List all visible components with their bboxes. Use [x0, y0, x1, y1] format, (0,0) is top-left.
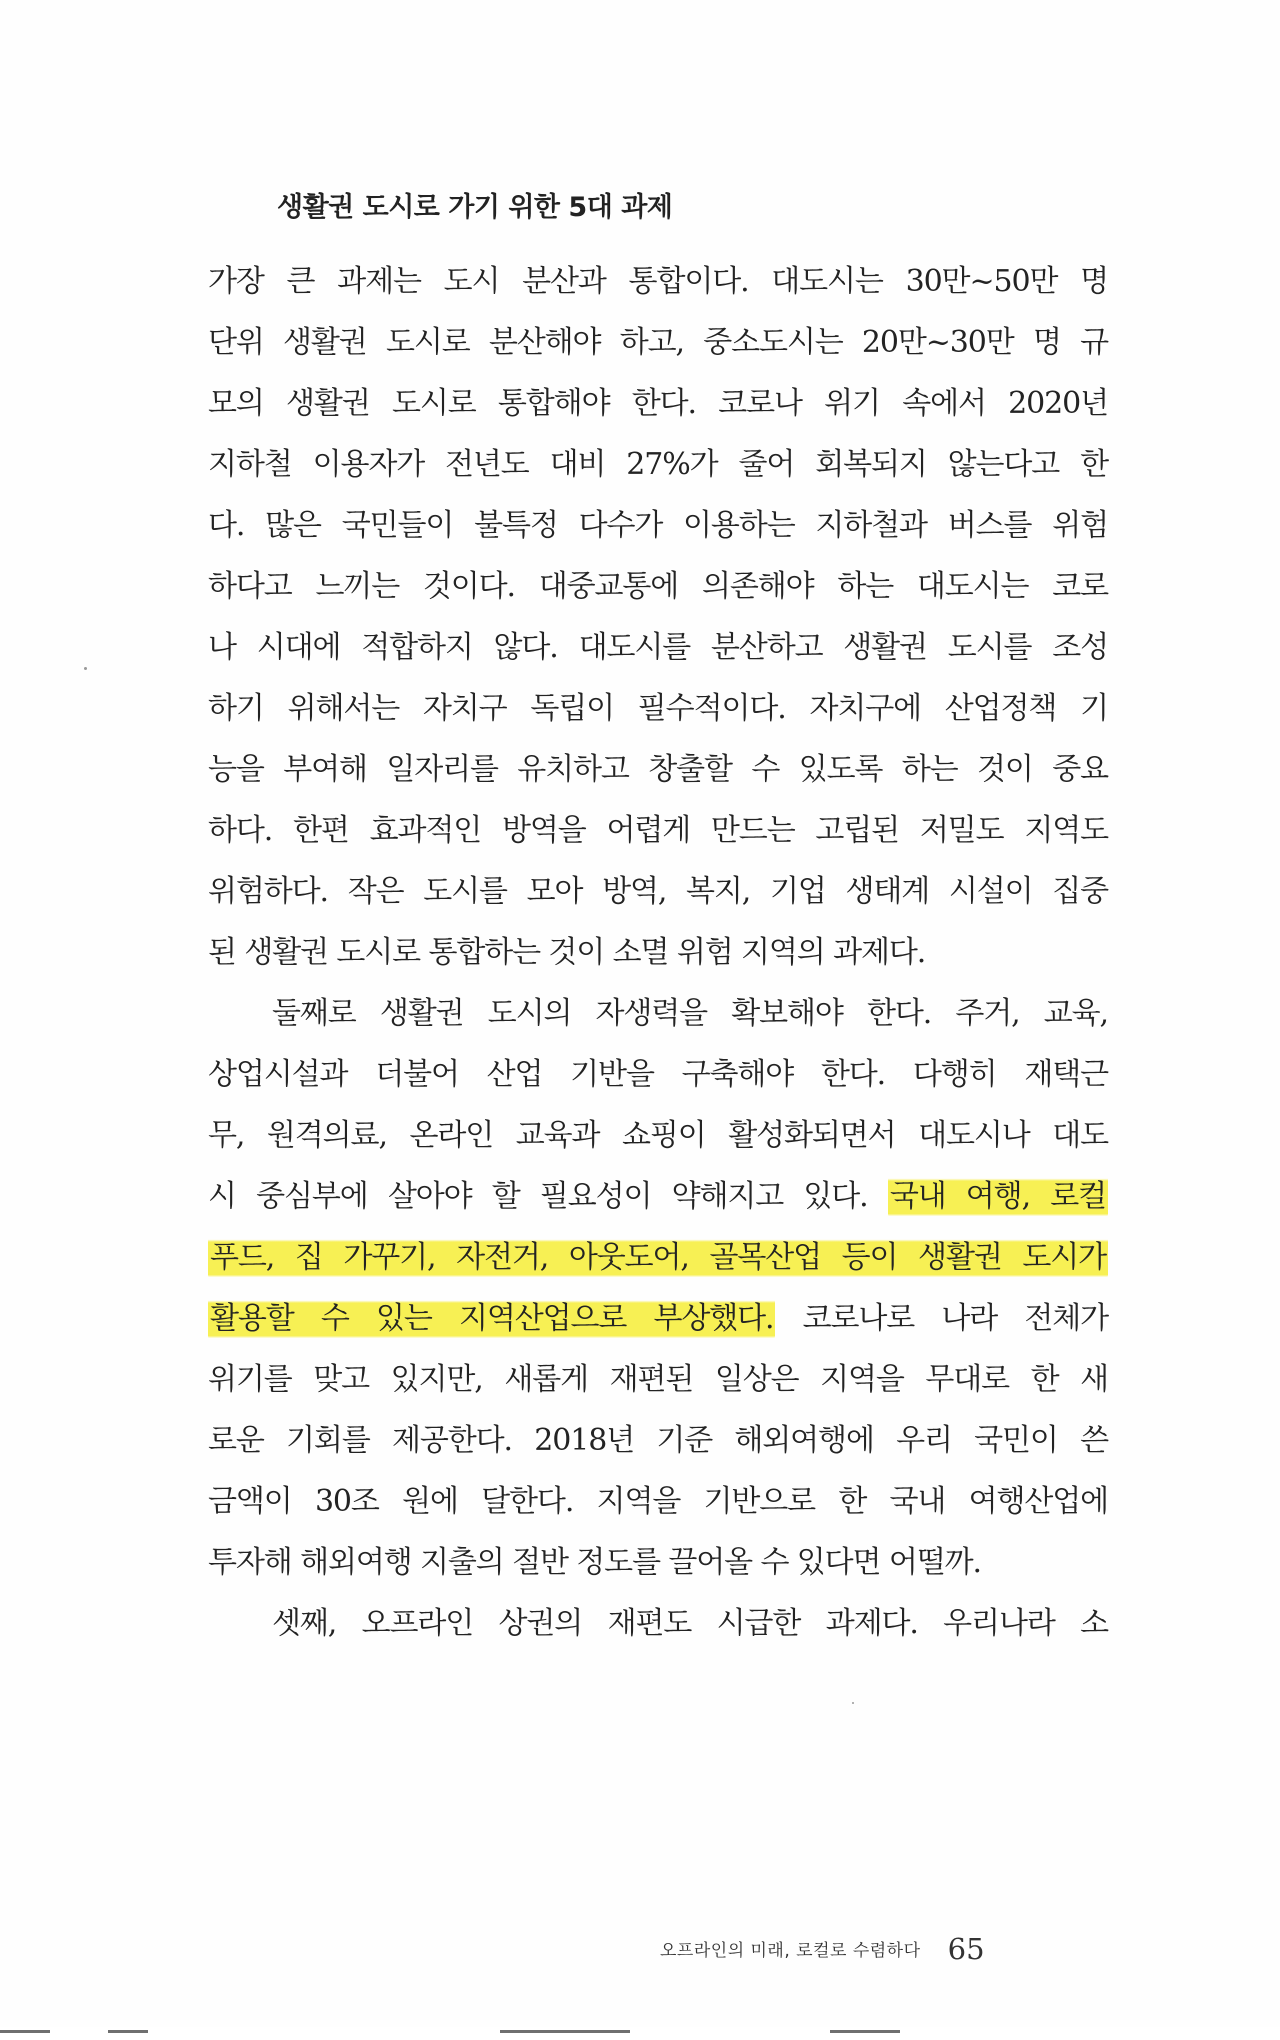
text-line: 다. 많은 국민들이 불특정 다수가 이용하는 지하철과 버스를 위험 — [208, 508, 1108, 543]
text-line: 능을 부여해 일자리를 유치하고 창출할 수 있도록 하는 것이 중요 — [208, 752, 1108, 787]
text-line-highlight-start — [208, 1166, 1108, 1227]
text-line: 둘째로 생활권 도시의 자생력을 확보해야 한다. 주거, 교육, — [272, 996, 1108, 1031]
highlight-mark: 푸드, 집 가꾸기, 자전거, 아웃도어, 골목산업 등이 생활권 도시가 — [208, 1236, 1108, 1279]
scan-edge-mark — [830, 2030, 900, 2033]
page-number: 65 — [947, 1932, 985, 1966]
text-line: 무, 원격의료, 온라인 교육과 쇼핑이 활성화되면서 대도시나 대도 — [208, 1118, 1108, 1153]
paragraph-2 — [208, 983, 1108, 1593]
text-line: 하기 위해서는 자치구 독립이 필수적이다. 자치구에 산업정책 기 — [208, 691, 1108, 726]
text-line: 위기를 맞고 있지만, 새롭게 재편된 일상은 지역을 무대로 한 새 — [208, 1362, 1108, 1397]
text-line: 하다. 한편 효과적인 방역을 어렵게 만드는 고립된 저밀도 지역도 — [208, 813, 1108, 848]
text-line: 지하철 이용자가 전년도 대비 27%가 줄어 회복되지 않는다고 한 — [208, 447, 1108, 482]
text-line: 상업시설과 더불어 산업 기반을 구축해야 한다. 다행히 재택근 — [208, 1057, 1108, 1092]
paper-speck — [84, 667, 87, 670]
text-run: 코로나로 나라 전체가 — [775, 1301, 1108, 1336]
scan-edge-mark — [500, 2030, 630, 2033]
section-heading: 생활권 도시로 가기 위한 5대 과제 — [277, 192, 673, 223]
page-bottom-edge — [0, 2027, 1280, 2040]
text-line: 투자해 해외여행 지출의 절반 정도를 끌어올 수 있다면 어떨까. — [208, 1545, 981, 1580]
text-line: 하다고 느끼는 것이다. 대중교통에 의존해야 하는 대도시는 코로 — [208, 569, 1108, 604]
paragraph-3 — [208, 1593, 1108, 1654]
text-line-highlighted — [208, 1227, 1108, 1288]
text-run: 시 중심부에 살아야 할 필요성이 약해지고 있다. — [208, 1179, 888, 1214]
scan-edge-mark — [0, 2030, 50, 2033]
highlight-mark: 활용할 수 있는 지역산업으로 부상했다. — [208, 1297, 775, 1340]
paper-speck — [852, 1702, 854, 1704]
text-line: 모의 생활권 도시로 통합해야 한다. 코로나 위기 속에서 2020년 — [208, 386, 1108, 421]
text-line: 셋째, 오프라인 상권의 재편도 시급한 과제다. 우리나라 소 — [272, 1606, 1108, 1641]
text-line: 단위 생활권 도시로 분산해야 하고, 중소도시는 20만~30만 명 규 — [208, 325, 1108, 360]
text-line: 금액이 30조 원에 달한다. 지역을 기반으로 한 국내 여행산업에 — [208, 1484, 1108, 1519]
text-line: 나 시대에 적합하지 않다. 대도시를 분산하고 생활권 도시를 조성 — [208, 630, 1108, 665]
text-line: 된 생활권 도시로 통합하는 것이 소멸 위험 지역의 과제다. — [208, 935, 926, 970]
highlight-mark: 국내 여행, 로컬 — [888, 1175, 1108, 1218]
text-line: 가장 큰 과제는 도시 분산과 통합이다. 대도시는 30만~50만 명 — [208, 264, 1108, 299]
text-line-highlight-end — [208, 1288, 1108, 1349]
scan-edge-mark — [108, 2030, 148, 2033]
paragraph-1 — [208, 251, 1108, 983]
body-text — [208, 251, 1108, 1654]
text-line: 로운 기회를 제공한다. 2018년 기준 해외여행에 우리 국민이 쓴 — [208, 1423, 1108, 1458]
page-footer — [660, 1932, 985, 1966]
text-line: 위험하다. 작은 도시를 모아 방역, 복지, 기업 생태계 시설이 집중 — [208, 874, 1108, 909]
running-title: 오프라인의 미래, 로컬로 수렴하다 — [660, 1941, 921, 1961]
